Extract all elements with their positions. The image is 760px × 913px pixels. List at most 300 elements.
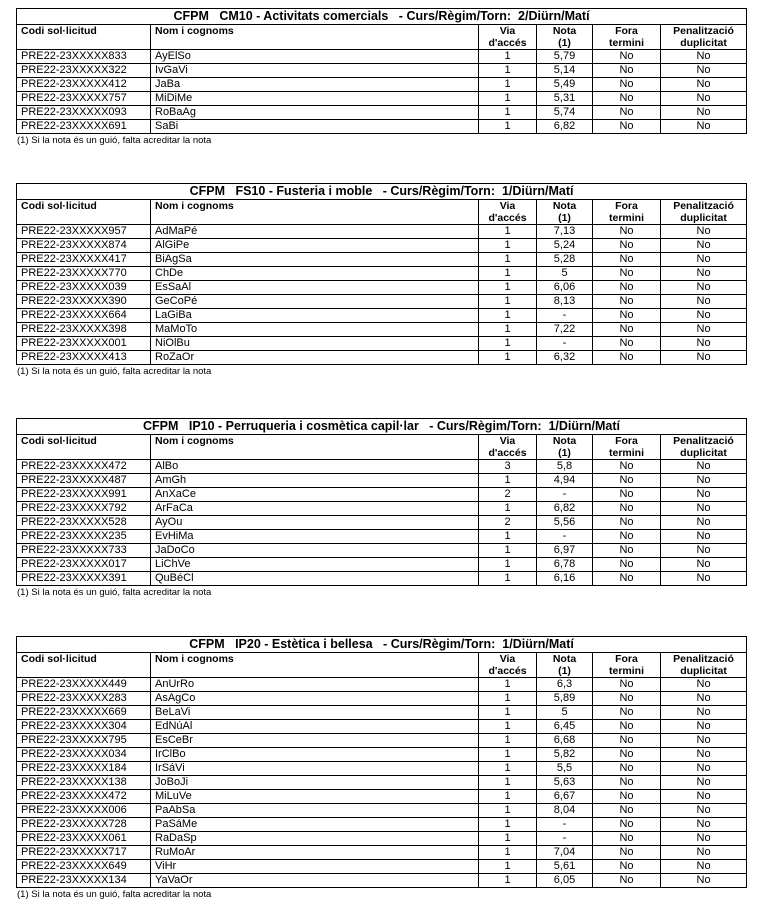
cell-fora: No (593, 309, 661, 323)
cell-fora: No (593, 516, 661, 530)
cell-fora: No (593, 106, 661, 120)
cell-codi: PRE22-23XXXXX412 (17, 78, 151, 92)
cell-penalitzacio: No (661, 530, 747, 544)
column-header-row (17, 25, 747, 50)
cell-via: 1 (479, 253, 537, 267)
cell-nom: AlGiPe (151, 239, 479, 253)
cell-codi: PRE22-23XXXXX957 (17, 225, 151, 239)
cell-via: 1 (479, 762, 537, 776)
cell-via: 2 (479, 516, 537, 530)
section-title: CFPM CM10 - Activitats comercials - Curs/Règim/Torn: 2/Diürn/Matí (17, 9, 747, 25)
cell-penalitzacio: No (661, 502, 747, 516)
cell-nota: 6,82 (537, 502, 593, 516)
header-nom: Nom i cognoms (151, 435, 479, 460)
cell-penalitzacio: No (661, 860, 747, 874)
course-name: CM10 - Activitats comercials (219, 9, 389, 23)
cell-nom: LaGiBa (151, 309, 479, 323)
cell-codi: PRE22-23XXXXX001 (17, 337, 151, 351)
cell-fora: No (593, 281, 661, 295)
cell-codi: PRE22-23XXXXX283 (17, 692, 151, 706)
cell-penalitzacio: No (661, 558, 747, 572)
cell-codi: PRE22-23XXXXX184 (17, 762, 151, 776)
section-title: CFPM FS10 - Fusteria i moble - Curs/Règim/Torn: 1/Diürn/Matí (17, 184, 747, 200)
header-nom: Nom i cognoms (151, 200, 479, 225)
course-name: IP20 - Estètica i bellesa (235, 637, 373, 651)
cell-nota: 6,45 (537, 720, 593, 734)
column-header-row (17, 435, 747, 460)
section-title: CFPM IP20 - Estètica i bellesa - Curs/Règim/Torn: 1/Diürn/Matí (17, 637, 747, 653)
table-row (17, 106, 747, 120)
regime-value: 2/Diürn/Matí (518, 9, 590, 23)
header-fora: Fora termini (593, 653, 661, 678)
section-2 (16, 183, 746, 377)
cell-via: 1 (479, 474, 537, 488)
cell-nom: AnXaCe (151, 488, 479, 502)
cell-penalitzacio: No (661, 762, 747, 776)
cell-fora: No (593, 323, 661, 337)
cell-via: 1 (479, 50, 537, 64)
header-penalitzacio: Penalització duplicitat (661, 200, 747, 225)
header-via: Via d'accés (479, 653, 537, 678)
cell-nom: ChDe (151, 267, 479, 281)
cell-codi: PRE22-23XXXXX017 (17, 558, 151, 572)
cell-nota: 8,04 (537, 804, 593, 818)
header-via: Via d'accés (479, 435, 537, 460)
cell-fora: No (593, 502, 661, 516)
cell-via: 1 (479, 818, 537, 832)
cell-nom: EvHiMa (151, 530, 479, 544)
header-nota: Nota (1) (537, 653, 593, 678)
cell-nota: 5,5 (537, 762, 593, 776)
cell-via: 1 (479, 874, 537, 888)
table-row (17, 253, 747, 267)
cell-nota: 5,63 (537, 776, 593, 790)
cell-codi: PRE22-23XXXXX733 (17, 544, 151, 558)
cell-via: 1 (479, 120, 537, 134)
cell-via: 1 (479, 776, 537, 790)
cell-nom: SaBi (151, 120, 479, 134)
cell-fora: No (593, 530, 661, 544)
footnote: (1) Si la nota és un guió, falta acreditar la nota (17, 889, 212, 900)
cell-fora: No (593, 734, 661, 748)
cell-codi: PRE22-23XXXXX487 (17, 474, 151, 488)
table-row (17, 544, 747, 558)
cell-via: 1 (479, 692, 537, 706)
table-row (17, 706, 747, 720)
regime-label: Curs/Règim/Torn: (390, 184, 495, 198)
regime-value: 1/Diürn/Matí (548, 419, 621, 433)
cell-fora: No (593, 225, 661, 239)
cell-nom: PaSáMe (151, 818, 479, 832)
table-row (17, 281, 747, 295)
header-codi: Codi sol·licitud (17, 25, 151, 50)
cell-fora: No (593, 762, 661, 776)
cell-via: 1 (479, 239, 537, 253)
cell-nota: 6,06 (537, 281, 593, 295)
cell-nota: 5,28 (537, 253, 593, 267)
cell-codi: PRE22-23XXXXX006 (17, 804, 151, 818)
cell-nota: - (537, 488, 593, 502)
cell-nom: LiChVe (151, 558, 479, 572)
cell-codi: PRE22-23XXXXX391 (17, 572, 151, 586)
cell-penalitzacio: No (661, 267, 747, 281)
header-penalitzacio: Penalització duplicitat (661, 435, 747, 460)
cell-nom: BeLaVi (151, 706, 479, 720)
cell-codi: PRE22-23XXXXX717 (17, 846, 151, 860)
cell-penalitzacio: No (661, 239, 747, 253)
cell-fora: No (593, 832, 661, 846)
cell-fora: No (593, 804, 661, 818)
cell-fora: No (593, 776, 661, 790)
cell-penalitzacio: No (661, 460, 747, 474)
cell-via: 1 (479, 351, 537, 365)
cell-penalitzacio: No (661, 50, 747, 64)
center-name: CFPM (189, 184, 226, 198)
regime-value: 1/Diürn/Matí (501, 184, 574, 198)
cell-nota: 7,13 (537, 225, 593, 239)
table-row (17, 818, 747, 832)
cell-penalitzacio: No (661, 351, 747, 365)
table-row (17, 678, 747, 692)
cell-codi: PRE22-23XXXXX322 (17, 64, 151, 78)
cell-codi: PRE22-23XXXXX528 (17, 516, 151, 530)
cell-fora: No (593, 351, 661, 365)
cell-nota: 6,3 (537, 678, 593, 692)
cell-codi: PRE22-23XXXXX390 (17, 295, 151, 309)
cell-penalitzacio: No (661, 488, 747, 502)
cell-via: 1 (479, 267, 537, 281)
header-codi: Codi sol·licitud (17, 200, 151, 225)
cell-penalitzacio: No (661, 64, 747, 78)
section-1 (16, 8, 746, 146)
column-header-row (17, 653, 747, 678)
cell-fora: No (593, 92, 661, 106)
footnote: (1) Si la nota és un guió, falta acreditar la nota (17, 135, 212, 146)
cell-nom: AmGh (151, 474, 479, 488)
cell-nom: JaBa (151, 78, 479, 92)
table-row (17, 267, 747, 281)
cell-fora: No (593, 295, 661, 309)
cell-penalitzacio: No (661, 516, 747, 530)
cell-via: 1 (479, 530, 537, 544)
footnote: (1) Si la nota és un guió, falta acreditar la nota (17, 587, 212, 598)
table-row (17, 295, 747, 309)
cell-nota: 5,8 (537, 460, 593, 474)
cell-nota: 6,05 (537, 874, 593, 888)
cell-via: 1 (479, 790, 537, 804)
table-row (17, 530, 747, 544)
cell-nota: 6,78 (537, 558, 593, 572)
cell-nom: RuMoAr (151, 846, 479, 860)
cell-fora: No (593, 544, 661, 558)
cell-via: 1 (479, 804, 537, 818)
cell-nom: AsAgCo (151, 692, 479, 706)
cell-nom: NiOlBu (151, 337, 479, 351)
cell-codi: PRE22-23XXXXX235 (17, 530, 151, 544)
cell-via: 1 (479, 678, 537, 692)
cell-via: 1 (479, 106, 537, 120)
table-row (17, 78, 747, 92)
cell-via: 1 (479, 323, 537, 337)
footnote: (1) Si la nota és un guió, falta acreditar la nota (17, 366, 212, 377)
cell-penalitzacio: No (661, 544, 747, 558)
cell-codi: PRE22-23XXXXX664 (17, 309, 151, 323)
regime-value: 1/Diürn/Matí (502, 637, 574, 651)
cell-nota: 4,94 (537, 474, 593, 488)
cell-nom: RoZaOr (151, 351, 479, 365)
cell-nota: 5,74 (537, 106, 593, 120)
section-table (16, 183, 747, 365)
cell-nota: - (537, 337, 593, 351)
cell-via: 2 (479, 488, 537, 502)
regime-label: Curs/Règim/Torn: (390, 637, 496, 651)
cell-fora: No (593, 706, 661, 720)
table-row (17, 572, 747, 586)
cell-codi: PRE22-23XXXXX472 (17, 790, 151, 804)
header-via: Via d'accés (479, 200, 537, 225)
cell-penalitzacio: No (661, 706, 747, 720)
cell-via: 1 (479, 748, 537, 762)
cell-codi: PRE22-23XXXXX669 (17, 706, 151, 720)
cell-nom: EsSaAl (151, 281, 479, 295)
cell-nota: 5,89 (537, 692, 593, 706)
cell-penalitzacio: No (661, 78, 747, 92)
table-row (17, 558, 747, 572)
section-title: CFPM IP10 - Perruqueria i cosmètica capil·lar - Curs/Règim/Torn: 1/Diürn/Matí (17, 419, 747, 435)
table-row (17, 762, 747, 776)
table-row (17, 734, 747, 748)
table-row (17, 832, 747, 846)
cell-codi: PRE22-23XXXXX304 (17, 720, 151, 734)
cell-via: 1 (479, 64, 537, 78)
cell-penalitzacio: No (661, 337, 747, 351)
cell-codi: PRE22-23XXXXX472 (17, 460, 151, 474)
cell-nota: - (537, 530, 593, 544)
regime-label: Curs/Règim/Torn: (436, 419, 542, 433)
cell-nom: JoBoJi (151, 776, 479, 790)
cell-nom: MiDiMe (151, 92, 479, 106)
cell-via: 1 (479, 558, 537, 572)
cell-codi: PRE22-23XXXXX991 (17, 488, 151, 502)
cell-via: 1 (479, 544, 537, 558)
cell-nom: QuBéCl (151, 572, 479, 586)
cell-nota: 6,67 (537, 790, 593, 804)
cell-via: 1 (479, 295, 537, 309)
column-header-row (17, 200, 747, 225)
cell-fora: No (593, 267, 661, 281)
cell-fora: No (593, 846, 661, 860)
cell-nota: 7,04 (537, 846, 593, 860)
cell-nota: 5,61 (537, 860, 593, 874)
table-row (17, 488, 747, 502)
cell-nom: AnUrRo (151, 678, 479, 692)
cell-nom: ViHr (151, 860, 479, 874)
cell-fora: No (593, 874, 661, 888)
cell-penalitzacio: No (661, 106, 747, 120)
cell-via: 1 (479, 92, 537, 106)
cell-nota: - (537, 832, 593, 846)
cell-nota: 8,13 (537, 295, 593, 309)
header-nota: Nota (1) (537, 25, 593, 50)
cell-penalitzacio: No (661, 323, 747, 337)
cell-penalitzacio: No (661, 92, 747, 106)
header-codi: Codi sol·licitud (17, 653, 151, 678)
cell-nom: AdMaPé (151, 225, 479, 239)
cell-penalitzacio: No (661, 818, 747, 832)
cell-nom: RaDaSp (151, 832, 479, 846)
cell-nota: 5,24 (537, 239, 593, 253)
cell-fora: No (593, 748, 661, 762)
table-row (17, 860, 747, 874)
header-penalitzacio: Penalització duplicitat (661, 25, 747, 50)
header-fora: Fora termini (593, 435, 661, 460)
cell-nota: 6,68 (537, 734, 593, 748)
header-nota: Nota (1) (537, 435, 593, 460)
cell-codi: PRE22-23XXXXX770 (17, 267, 151, 281)
table-row (17, 516, 747, 530)
cell-nom: ArFaCa (151, 502, 479, 516)
cell-penalitzacio: No (661, 120, 747, 134)
cell-fora: No (593, 64, 661, 78)
table-row (17, 460, 747, 474)
cell-penalitzacio: No (661, 734, 747, 748)
cell-penalitzacio: No (661, 295, 747, 309)
cell-nota: 5,82 (537, 748, 593, 762)
header-codi: Codi sol·licitud (17, 435, 151, 460)
cell-penalitzacio: No (661, 790, 747, 804)
cell-nom: EsCeBr (151, 734, 479, 748)
cell-codi: PRE22-23XXXXX034 (17, 748, 151, 762)
header-via: Via d'accés (479, 25, 537, 50)
cell-nota: 6,16 (537, 572, 593, 586)
cell-codi: PRE22-23XXXXX795 (17, 734, 151, 748)
cell-penalitzacio: No (661, 804, 747, 818)
course-name: IP10 - Perruqueria i cosmètica capil·lar (188, 419, 419, 433)
table-row (17, 50, 747, 64)
cell-nota: 5,79 (537, 50, 593, 64)
cell-penalitzacio: No (661, 692, 747, 706)
table-row (17, 874, 747, 888)
cell-nom: PaAbSa (151, 804, 479, 818)
cell-penalitzacio: No (661, 474, 747, 488)
cell-via: 1 (479, 846, 537, 860)
cell-codi: PRE22-23XXXXX138 (17, 776, 151, 790)
table-row (17, 64, 747, 78)
section-4 (16, 636, 746, 900)
cell-nom: RoBaAg (151, 106, 479, 120)
cell-via: 1 (479, 706, 537, 720)
cell-nom: AlBo (151, 460, 479, 474)
cell-via: 1 (479, 78, 537, 92)
cell-nom: BiAgSa (151, 253, 479, 267)
cell-fora: No (593, 488, 661, 502)
cell-fora: No (593, 558, 661, 572)
cell-nom: MiLuVe (151, 790, 479, 804)
cell-codi: PRE22-23XXXXX039 (17, 281, 151, 295)
cell-penalitzacio: No (661, 225, 747, 239)
cell-fora: No (593, 860, 661, 874)
section-table (16, 636, 747, 888)
cell-penalitzacio: No (661, 572, 747, 586)
cell-fora: No (593, 572, 661, 586)
cell-nom: MaMoTo (151, 323, 479, 337)
table-row (17, 790, 747, 804)
table-row (17, 692, 747, 706)
table-row (17, 337, 747, 351)
table-row (17, 474, 747, 488)
cell-fora: No (593, 720, 661, 734)
cell-nota: 6,97 (537, 544, 593, 558)
table-row (17, 748, 747, 762)
section-3 (16, 418, 746, 598)
cell-codi: PRE22-23XXXXX833 (17, 50, 151, 64)
cell-fora: No (593, 790, 661, 804)
cell-via: 1 (479, 502, 537, 516)
cell-codi: PRE22-23XXXXX449 (17, 678, 151, 692)
cell-nota: 5,14 (537, 64, 593, 78)
cell-codi: PRE22-23XXXXX398 (17, 323, 151, 337)
center-name: CFPM (189, 637, 225, 651)
table-row (17, 239, 747, 253)
center-name: CFPM (143, 419, 179, 433)
cell-nom: GeCoPé (151, 295, 479, 309)
table-row (17, 120, 747, 134)
cell-fora: No (593, 253, 661, 267)
table-row (17, 309, 747, 323)
cell-penalitzacio: No (661, 281, 747, 295)
table-row (17, 351, 747, 365)
cell-via: 1 (479, 832, 537, 846)
cell-codi: PRE22-23XXXXX757 (17, 92, 151, 106)
table-row (17, 846, 747, 860)
header-nota: Nota (1) (537, 200, 593, 225)
cell-via: 1 (479, 720, 537, 734)
cell-via: 1 (479, 337, 537, 351)
cell-nota: 6,82 (537, 120, 593, 134)
cell-penalitzacio: No (661, 720, 747, 734)
cell-fora: No (593, 50, 661, 64)
cell-nota: 6,32 (537, 351, 593, 365)
cell-nom: AyElSo (151, 50, 479, 64)
cell-codi: PRE22-23XXXXX691 (17, 120, 151, 134)
header-nom: Nom i cognoms (151, 653, 479, 678)
cell-nom: AyOu (151, 516, 479, 530)
cell-penalitzacio: No (661, 748, 747, 762)
section-table (16, 8, 747, 134)
cell-codi: PRE22-23XXXXX061 (17, 832, 151, 846)
header-penalitzacio: Penalització duplicitat (661, 653, 747, 678)
table-row (17, 323, 747, 337)
cell-fora: No (593, 239, 661, 253)
cell-fora: No (593, 337, 661, 351)
cell-fora: No (593, 120, 661, 134)
cell-nom: YaVaOr (151, 874, 479, 888)
cell-codi: PRE22-23XXXXX792 (17, 502, 151, 516)
cell-nota: 5 (537, 706, 593, 720)
table-row (17, 502, 747, 516)
table-row (17, 720, 747, 734)
cell-penalitzacio: No (661, 832, 747, 846)
cell-codi: PRE22-23XXXXX413 (17, 351, 151, 365)
cell-penalitzacio: No (661, 309, 747, 323)
cell-via: 1 (479, 734, 537, 748)
header-nom: Nom i cognoms (151, 25, 479, 50)
cell-fora: No (593, 78, 661, 92)
cell-nom: IvGaVi (151, 64, 479, 78)
cell-nota: 5,31 (537, 92, 593, 106)
cell-penalitzacio: No (661, 253, 747, 267)
cell-nom: EdNúAl (151, 720, 479, 734)
